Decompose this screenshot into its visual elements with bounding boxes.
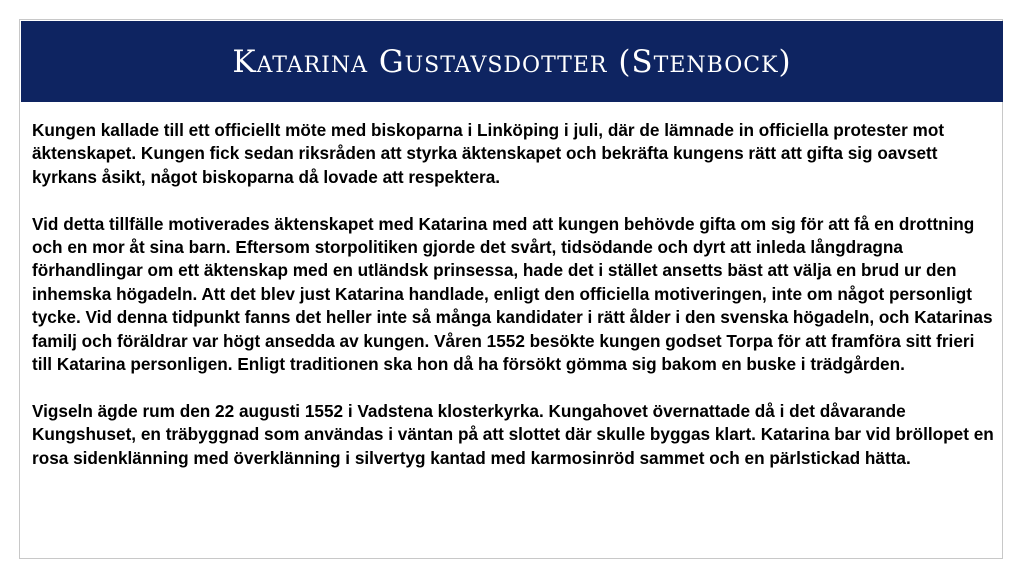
slide <box>19 19 1003 559</box>
paragraph-2: Vid detta tillfälle motiverades äktenskapet med Katarina med att kungen behövde gifta om sig för att få en drottning och en mor åt sina barn. Eftersom storpolitiken gjorde det svårt, tidsödande och dyrt att inleda långdragna förhandlingar om ett äktenskap med en utländsk prinsessa, hade det i stället ansetts bäst att välja en brud ur den inhemska högadeln. Att det blev just Katarina handlade, enligt den officiella motiveringen, inte om något personligt tycke. Vid denna tidpunkt fanns det heller inte så många kandidater i rätt ålder i den svenska högadeln, och Katarinas familj och föräldrar var högt ansedda av kungen. Våren 1552 besökte kungen godset Torpa för att framföra sitt frieri till Katarina personligen. Enligt traditionen ska hon då ha försökt gömma sig bakom en buske i trädgården. <box>32 213 993 375</box>
slide-title: Katarina Gustavsdotter (Stenbock) <box>232 43 792 80</box>
title-bar <box>21 21 1003 102</box>
paragraph-1: Kungen kallade till ett officiellt möte med biskoparna i Linköping i juli, där de lämnade in officiella protester mot äktenskapet. Kungen fick sedan riksråden att styrka äktenskapet och bekräfta kungens rätt att gifta sig oavsett kyrkans åsikt, något biskoparna då lovade att respektera. <box>32 120 945 187</box>
slide-body <box>32 119 994 470</box>
paragraph-3: Vigseln ägde rum den 22 augusti 1552 i Vadstena klosterkyrka. Kungahovet övernattade då i det dåvarande Kungshuset, en träbyggnad som användas i väntan på att slottet där skulle byggas klart. Katarina bar vid bröllopet en rosa sidenklänning med överklänning i silvertyg kantad med karmosinröd sammet och en pärlstickad hätta. <box>32 400 994 468</box>
